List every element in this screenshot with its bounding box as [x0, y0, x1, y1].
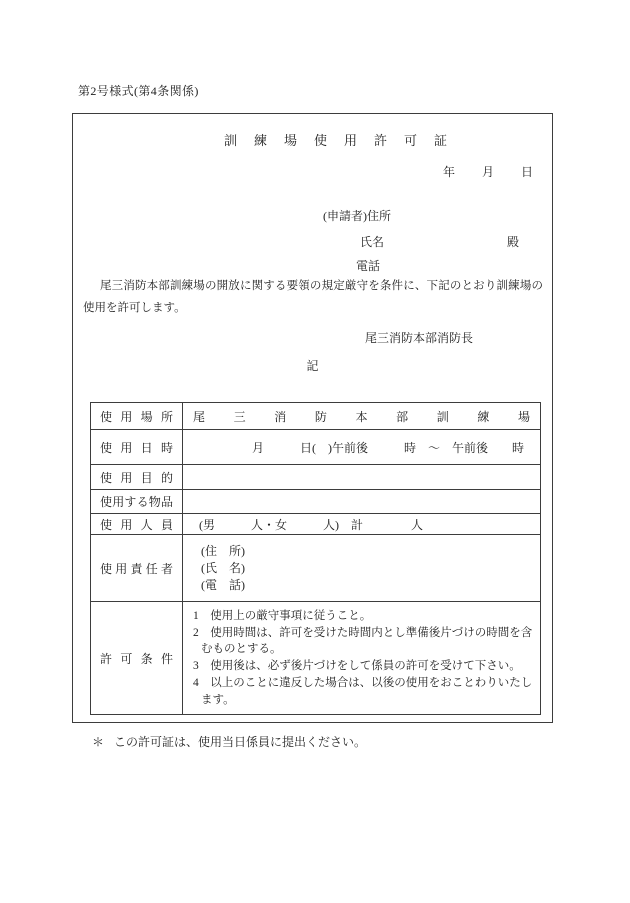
- row-value-people: (男 人・女 人) 計 人: [183, 514, 541, 535]
- date-year-label: 年: [443, 165, 456, 179]
- applicant-honorific: 殿: [507, 235, 520, 249]
- table-row-purpose: [91, 465, 541, 490]
- condition-item-3: 3 使用後は、必ず後片づけをして係員の許可を受けて下さい。: [193, 660, 521, 673]
- table-row-place: [91, 403, 541, 430]
- row-value-conditions: [183, 602, 541, 715]
- table-row-responsible: [91, 535, 541, 602]
- row-value-purpose: [183, 465, 541, 490]
- row-value-responsible: [183, 535, 541, 602]
- row-label-items: 使用する物品: [91, 490, 183, 514]
- row-label-people: 使用人員: [91, 514, 183, 535]
- condition-item-2: 2 使用時間は、許可を受けた時間内とし準備後片づけの時間を含むものとする。: [193, 626, 533, 656]
- responsible-name-line: (氏 名): [201, 560, 245, 575]
- responsible-address-line: (住 所): [201, 543, 245, 558]
- responsible-phone-line: (電 話): [201, 577, 245, 592]
- row-label-responsible: 使用責任者: [91, 535, 183, 602]
- row-label-datetime: 使用日時: [91, 430, 183, 465]
- row-value-items: [183, 490, 541, 514]
- footnote-asterisk: ＊: [92, 735, 105, 749]
- table-row-people: [91, 514, 541, 535]
- table-row-conditions: [91, 602, 541, 715]
- applicant-phone-label: 電話: [356, 259, 381, 273]
- permit-body-text: 尾三消防本部訓練場の開放に関する要領の規定厳守を条件に、下記のとおり訓練場の使用を許可します。: [83, 280, 543, 314]
- permit-border-box: [72, 113, 553, 723]
- record-marker: 記: [306, 359, 319, 373]
- table-row-datetime: [91, 430, 541, 465]
- applicant-name-label: 氏名: [360, 235, 385, 249]
- footnote: [92, 733, 366, 750]
- form-number-label: 第2号様式(第4条関係): [78, 84, 199, 98]
- date-month-label: 月: [482, 165, 495, 179]
- row-label-purpose: 使用目的: [91, 465, 183, 490]
- footnote-text: この許可証は、使用当日係員に提出ください。: [114, 735, 367, 749]
- row-value-datetime: 月 日( )午前後 時 ～ 午前後 時: [183, 430, 541, 465]
- permit-title: 訓練場使用許可証: [224, 133, 465, 148]
- issue-date-line: [443, 163, 533, 180]
- condition-item-4: 4 以上のことに違反した場合は、以後の使用をおことわりいたします。: [193, 676, 533, 706]
- applicant-address-label: (申請者)住所: [323, 209, 391, 223]
- date-day-label: 日: [521, 165, 534, 179]
- table-row-items: [91, 490, 541, 514]
- issuer-name: 尾三消防本部消防長: [365, 331, 474, 345]
- condition-item-1: 1 使用上の厳守事項に従うこと。: [193, 610, 372, 622]
- permit-table: [90, 402, 541, 715]
- row-label-place: 使用場所: [91, 403, 183, 430]
- row-value-place: 尾三消防本部訓練場: [183, 403, 541, 430]
- row-label-conditions: 許可条件: [91, 602, 183, 715]
